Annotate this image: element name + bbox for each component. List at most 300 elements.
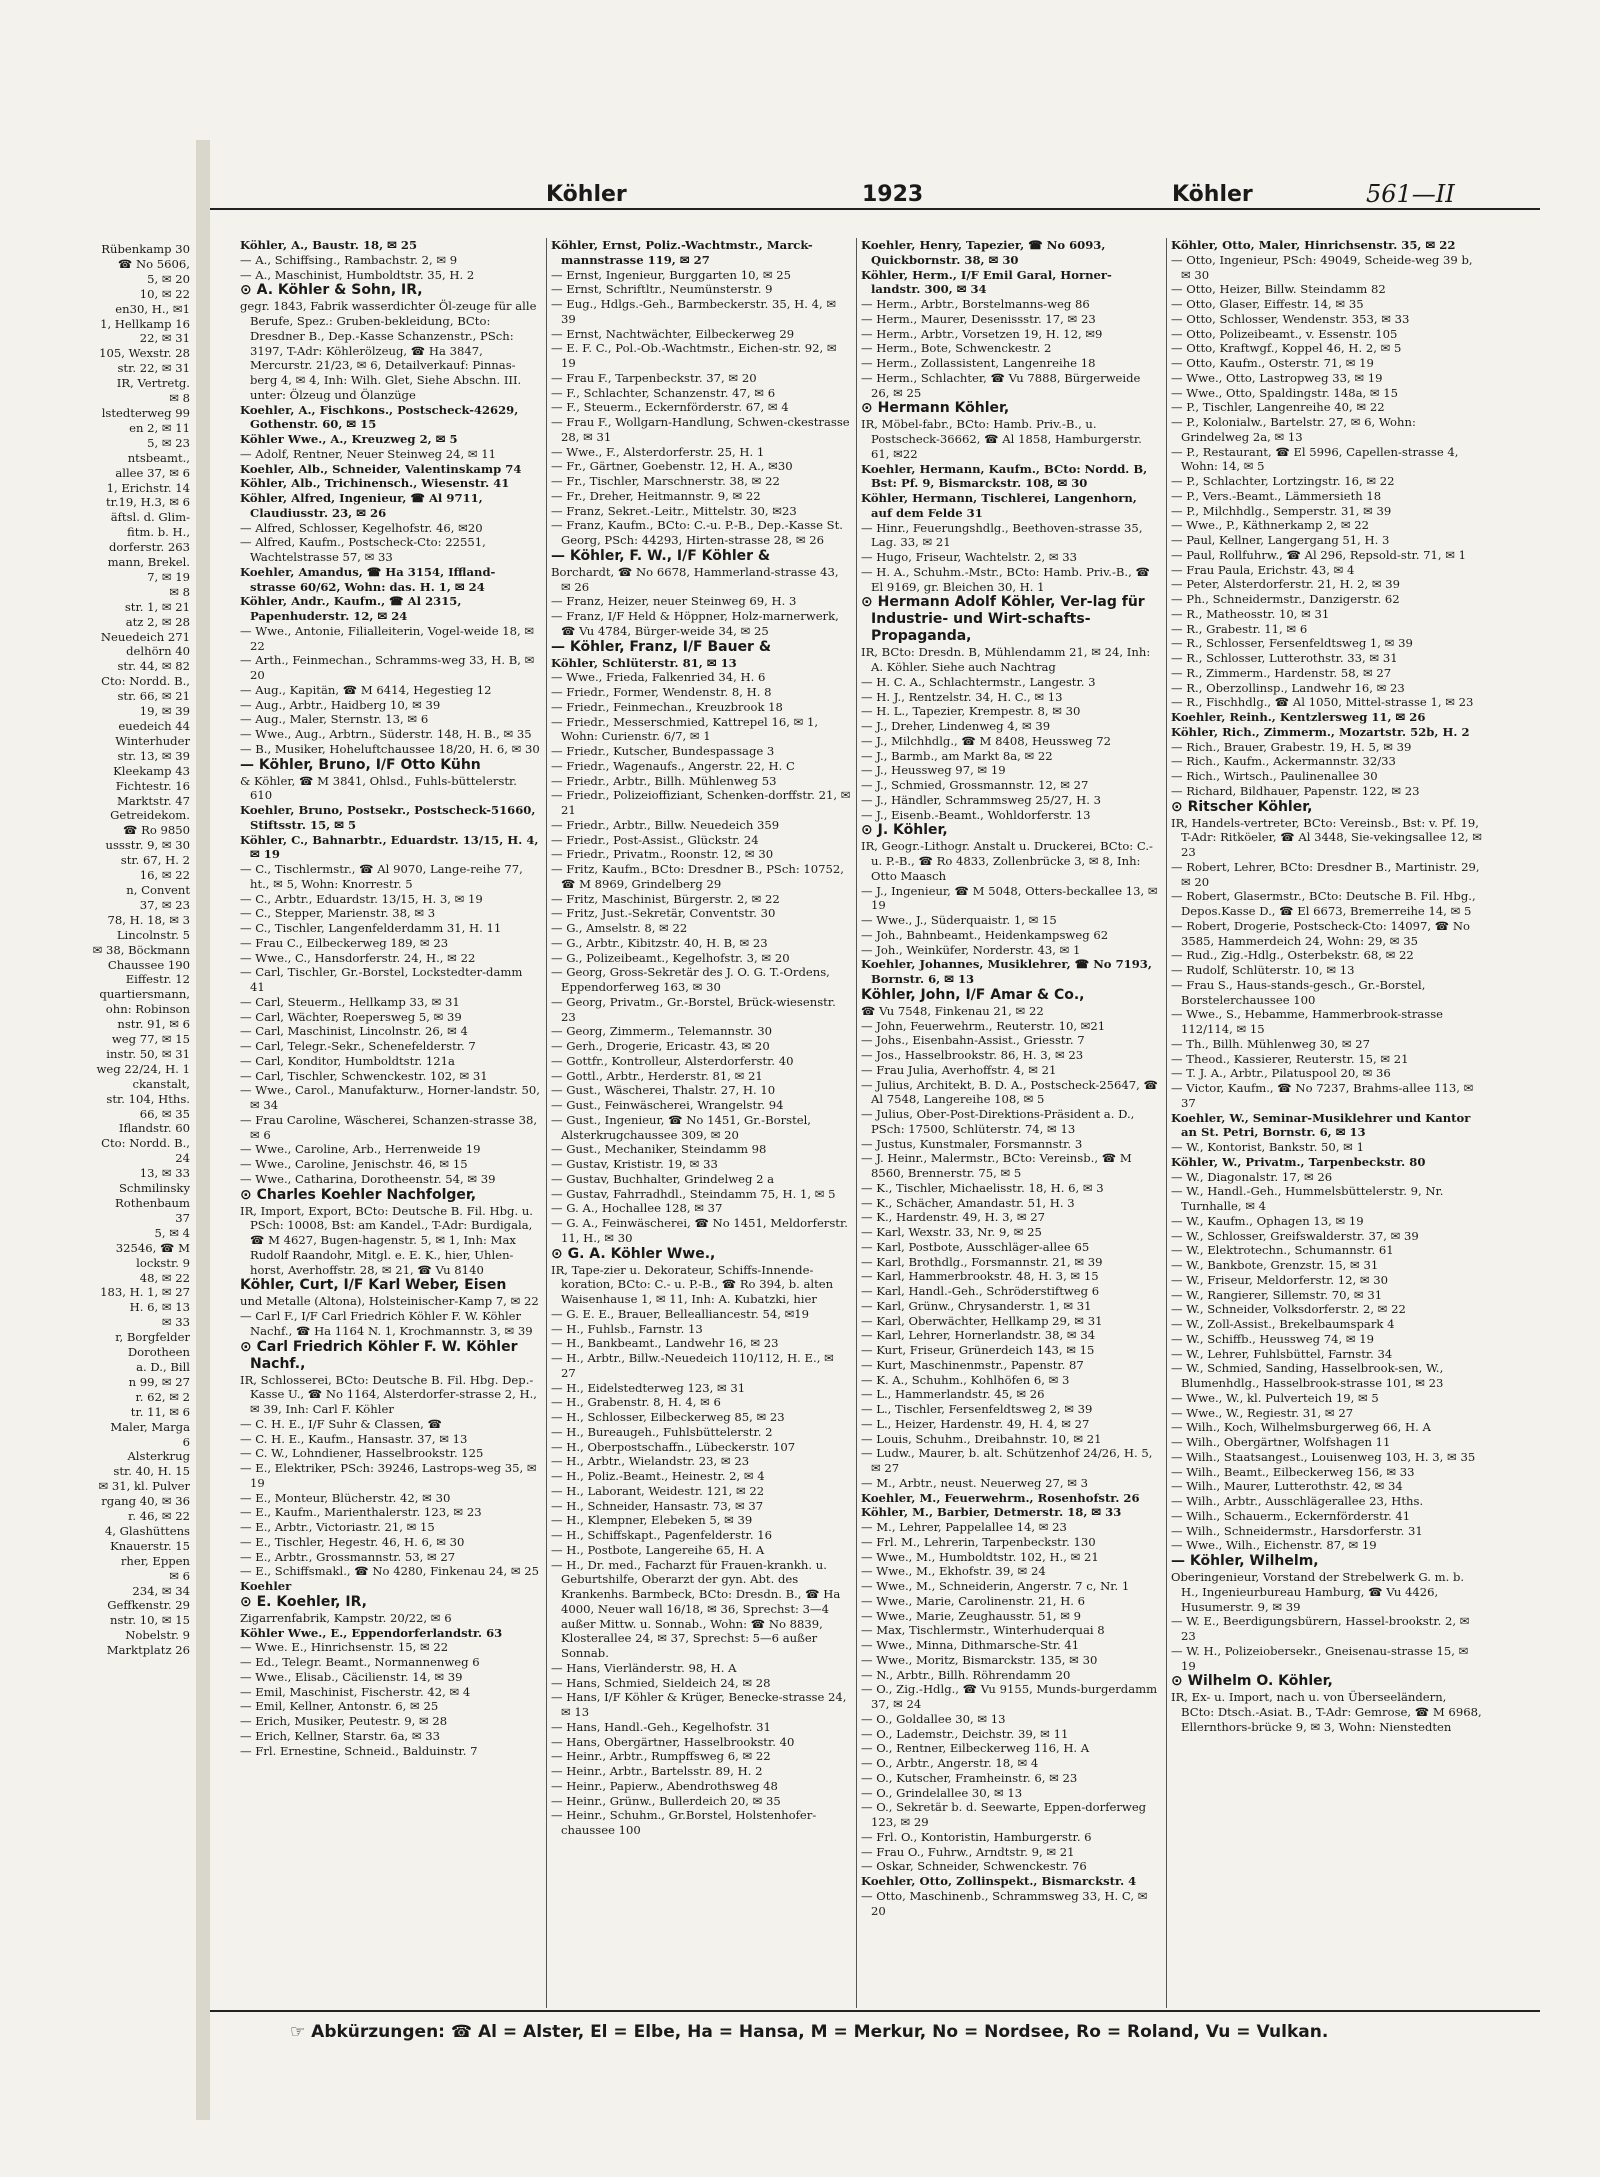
directory-entry: — Friedr., Wagenaufs., Angerstr. 22, H. C xyxy=(551,758,795,773)
directory-entry: — Erich, Musiker, Peutestr. 9, ✉ 28 xyxy=(240,1714,448,1728)
directory-entry: — H., Fuhlsb., Farnstr. 13 xyxy=(551,1321,703,1336)
directory-entry: — E. F. C., Pol.-Ob.-Wachtmstr., Eichen-str. 92, ✉ 19 xyxy=(551,341,837,370)
directory-entry: — H., Dr. med., Facharzt für Frauen-krankh. u. Geburtshilfe, Oberarzt der gyn. Abt. des Krankenhs. Barmbeck, BCto: Dresdn. B., ☎ Ha 4000, Neuer wall 16/18, ✉ 36, Sprechst: 3—4 außer Mittw. u. Sonnab., Wohn: ☎ No 8839, Klosterallee 24, ✉ 37, Sprechst: 5—6 außer Sonnab. xyxy=(551,1557,841,1660)
directory-entry: — Julius, Architekt, B. D. A., Postscheck-25647, ☎ Al 7548, Langereihe 108, ✉ 5 xyxy=(861,1077,1158,1107)
directory-entry: & Köhler, ☎ M 3841, Ohlsd., Fuhls-büttelerstr. 610 xyxy=(240,773,517,803)
firm-heading: Köhler, Curt, I/F Karl Weber, Eisen xyxy=(240,1277,507,1294)
directory-entry: — Frau S., Haus-stands-gesch., Gr.-Borstel, Borstelerchaussee 100 xyxy=(1171,977,1426,1007)
directory-entry: — Carl, Tischler, Gr.-Borstel, Lockstedter-damm 41 xyxy=(240,965,523,994)
directory-entry: — M., Arbtr., neust. Neuerweg 27, ✉ 3 xyxy=(861,1475,1088,1490)
directory-entry: — N., Arbtr., Billh. Röhrendamm 20 xyxy=(861,1667,1071,1682)
directory-entry: — Alfred, Schlosser, Kegelhofstr. 46, ✉20 xyxy=(240,520,483,535)
directory-entry: — Georg, Privatm., Gr.-Borstel, Brück-wiesenstr. 23 xyxy=(551,994,836,1024)
directory-entry: — W., Schlosser, Greifswalderstr. 37, ✉ 39 xyxy=(1171,1228,1419,1243)
directory-entry: Köhler, Schlüterstr. 81, ✉ 13 xyxy=(551,655,737,670)
firm-heading: ⊙ G. A. Köhler Wwe., xyxy=(551,1245,716,1262)
left-page-line: n 99, ✉ 27 xyxy=(128,1374,190,1389)
directory-entry: — Hans, Handl.-Geh., Kegelhofstr. 31 xyxy=(551,1719,771,1734)
directory-entry: — Ph., Schneidermstr., Danzigerstr. 62 xyxy=(1171,592,1400,606)
directory-entry: — E., Arbtr., Victoriastr. 21, ✉ 15 xyxy=(240,1520,435,1534)
directory-entry: Köhler, Ernst, Poliz.-Wachtmstr., Marck-mannstrasse 119, ✉ 27 xyxy=(551,238,813,267)
directory-entry: — C. H. E., Kaufm., Hansastr. 37, ✉ 13 xyxy=(240,1431,468,1446)
directory-entry: — F., Steuerm., Eckernförderstr. 67, ✉ 4 xyxy=(551,400,789,415)
directory-entry: — Karl, Hammerbrookstr. 48, H. 3, ✉ 15 xyxy=(861,1269,1099,1284)
directory-entry: Köhler, Herm., I/F Emil Garal, Horner-landstr. 300, ✉ 34 xyxy=(861,267,1112,297)
directory-entry: — Paul, Kellner, Langergang 51, H. 3 xyxy=(1171,533,1390,547)
directory-entry: — Wwe., J., Süderquaistr. 1, ✉ 15 xyxy=(861,913,1057,927)
directory-entry: — W. H., Polizeiobersekr., Gneisenau-strasse 15, ✉ 19 xyxy=(1171,1643,1469,1673)
directory-entry: — Georg, Gross-Sekretär des J. O. G. T.-Ordens, Eppendorferweg 163, ✉ 30 xyxy=(551,965,830,994)
directory-entry: — C. H. E., I/F Suhr & Classen, ☎ xyxy=(240,1416,442,1431)
directory-entry: — Carl, Telegr.-Sekr., Schenefelderstr. 7 xyxy=(240,1039,476,1053)
directory-entry: — E., Elektriker, PSch: 39246, Lastrops-weg 35, ✉ 19 xyxy=(240,1461,537,1490)
directory-entry: — Frau Paula, Erichstr. 43, ✉ 4 xyxy=(1171,562,1355,577)
directory-entry: — W., Diagonalstr. 17, ✉ 26 xyxy=(1171,1169,1333,1184)
directory-entry: — Friedr., Privatm., Roonstr. 12, ✉ 30 xyxy=(551,847,774,862)
directory-entry: — Friedr., Post-Assist., Glückstr. 24 xyxy=(551,832,759,847)
directory-entry: — Otto, Polizeibeamt., v. Essenstr. 105 xyxy=(1171,326,1398,341)
directory-entry: — Wwe., Wilh., Eichenstr. 87, ✉ 19 xyxy=(1171,1538,1377,1553)
directory-entry: — Wilh., Koch, Wilhelmsburgerweg 66, H. A xyxy=(1171,1420,1431,1435)
left-page-line: 4, Glashüttens xyxy=(104,1523,190,1538)
directory-entry: — Ludw., Maurer, b. alt. Schützenhof 24/26, H. 5, ✉ 27 xyxy=(861,1446,1153,1475)
left-page-line: Alsterkrug xyxy=(127,1449,190,1464)
left-page-line: 48, ✉ 22 xyxy=(139,1270,190,1285)
directory-entry: — Gottfr., Kontrolleur, Alsterdorferstr. 40 xyxy=(551,1053,794,1068)
left-page-line: Lincolnstr. 5 xyxy=(116,927,190,942)
directory-entry: — W., Friseur, Meldorferstr. 12, ✉ 30 xyxy=(1171,1272,1389,1287)
directory-entry: — Wilh., Maurer, Lutterothstr. 42, ✉ 34 xyxy=(1171,1479,1403,1494)
directory-entry: — Adolf, Rentner, Neuer Steinweg 24, ✉ 11 xyxy=(240,446,497,461)
directory-entry: — Karl, Handl.-Geh., Schröderstiftweg 6 xyxy=(861,1284,1100,1298)
left-page-column xyxy=(0,242,190,2012)
directory-entry: — T. J. A., Arbtr., Pilatuspool 20, ✉ 36 xyxy=(1171,1066,1391,1081)
directory-entry: — R., Schlosser, Lutterothstr. 33, ✉ 31 xyxy=(1171,651,1398,665)
directory-entry: — Otto, Ingenieur, PSch: 49049, Scheide-weg 39 b, ✉ 30 xyxy=(1171,252,1473,282)
directory-entry: — Aug., Maler, Sternstr. 13, ✉ 6 xyxy=(240,712,429,727)
directory-entry: — R., Fischhdlg., ☎ Al 1050, Mittel-strasse 1, ✉ 23 xyxy=(1171,695,1474,710)
directory-entry: Koehler, A., Fischkons., Postscheck-42629, Gothenstr. 60, ✉ 15 xyxy=(240,402,519,432)
directory-entry: — Gottl., Arbtr., Herderstr. 81, ✉ 21 xyxy=(551,1068,763,1083)
left-page-line: ☎ Ro 9850 xyxy=(122,823,190,838)
directory-entry: IR, Import, Export, BCto: Deutsche B. Fil. Hbg. u. PSch: 10008, Bst: am Kandel., T-Adr: Burdigala, ☎ M 4627, Bugen-hagenstr. 5, ✉ 1, Inh: Max Rudolf Raandohr, Mitgl. e. E. K., hier, Uhlen-horst, Averhoffstr. 28, ✉ 21, ☎ Vu 8140 xyxy=(240,1203,533,1277)
directory-entry: — Georg, Zimmerm., Telemannstr. 30 xyxy=(551,1024,773,1039)
directory-entry: IR, Möbel-fabr., BCto: Hamb. Priv.-B., u. Postscheck-36662, ☎ Al 1858, Hamburgerstr. 61, ✉22 xyxy=(861,417,1142,461)
directory-entry: — Wwe., Otto, Spaldingstr. 148a, ✉ 15 xyxy=(1171,385,1399,400)
firm-heading: ⊙ E. Koehler, IR, xyxy=(240,1593,367,1610)
directory-entry: — Gustav, Krististr. 19, ✉ 33 xyxy=(551,1157,718,1171)
directory-entry: Köhler, Hermann, Tischlerei, Langenhorn, auf dem Felde 31 xyxy=(861,491,1137,520)
left-page-line: rher, Eppen xyxy=(120,1553,190,1568)
left-page-line: äftsl. d. Glim- xyxy=(110,510,190,525)
left-page-line: dorferstr. 263 xyxy=(108,540,190,555)
directory-entry: — Wwe., Otto, Lastropweg 33, ✉ 19 xyxy=(1171,370,1383,385)
directory-entry: Koehler, Amandus, ☎ Ha 3154, Iffland-strasse 60/62, Wohn: das. H. 1, ✉ 24 xyxy=(240,564,496,594)
column-2 xyxy=(546,238,851,2008)
directory-entry: — Justus, Kunstmaler, Forsmannstr. 3 xyxy=(861,1136,1083,1151)
left-page-line: ohn: Robinson xyxy=(105,1002,190,1017)
directory-entry: — Gerh., Drogerie, Ericastr. 43, ✉ 20 xyxy=(551,1039,770,1053)
directory-entry: — Wwe., Elisab., Cäcilienstr. 14, ✉ 39 xyxy=(240,1669,463,1684)
directory-entry: — Wilh., Beamt., Eilbeckerweg 156, ✉ 33 xyxy=(1171,1464,1415,1479)
directory-entry: — John, Feuerwehrm., Reuterstr. 10, ✉21 xyxy=(861,1018,1106,1033)
directory-entry: — Frau Caroline, Wäscherei, Schanzen-strasse 38, ✉ 6 xyxy=(240,1112,538,1142)
directory-entry: — Robert, Lehrer, BCto: Dresdner B., Martinistr. 29, ✉ 20 xyxy=(1171,859,1480,889)
header-left-keyword: Köhler xyxy=(546,182,627,207)
directory-entry: — Wwe., C., Hansdorferstr. 24, H., ✉ 22 xyxy=(240,950,476,965)
directory-columns xyxy=(210,238,1540,2008)
directory-entry: — W., Lehrer, Fuhlsbüttel, Farnstr. 34 xyxy=(1171,1346,1393,1361)
directory-entry: — Heinr., Grünw., Bullerdeich 20, ✉ 35 xyxy=(551,1793,781,1808)
directory-entry: — J., Schmied, Grossmannstr. 12, ✉ 27 xyxy=(861,778,1089,792)
directory-entry: — H., Postbote, Langereihe 65, H. A xyxy=(551,1542,765,1557)
left-page-line: str. 67, H. 2 xyxy=(120,853,190,868)
directory-entry: — Otto, Schlosser, Wendenstr. 353, ✉ 33 xyxy=(1171,311,1410,326)
firm-heading: — Köhler, Bruno, I/F Otto Kühn xyxy=(240,756,481,773)
directory-entry: — A., Maschinist, Humboldtstr. 35, H. 2 xyxy=(240,267,475,282)
directory-entry: — Rich., Kaufm., Ackermannstr. 32/33 xyxy=(1171,754,1396,769)
directory-entry: — Eug., Hdlgs.-Geh., Barmbeckerstr. 35, H. 4, ✉ 39 xyxy=(551,297,837,326)
directory-entry: — Rud., Zig.-Hdlg., Osterbekstr. 68, ✉ 22 xyxy=(1171,948,1414,963)
directory-entry: — Oskar, Schneider, Schwenckestr. 76 xyxy=(861,1859,1087,1874)
left-page-line: r, Borgfelder xyxy=(115,1330,190,1345)
left-page-line: Fichtestr. 16 xyxy=(115,778,190,793)
firm-heading: Köhler, John, I/F Amar & Co., xyxy=(861,986,1085,1003)
directory-entry: — Wwe., P., Käthnerkamp 2, ✉ 22 xyxy=(1171,518,1370,533)
directory-entry: — H., Poliz.-Beamt., Heinestr. 2, ✉ 4 xyxy=(551,1469,765,1483)
left-page-line: Chaussee 190 xyxy=(107,957,190,972)
firm-heading: ⊙ Wilhelm O. Köhler, xyxy=(1171,1673,1333,1690)
directory-entry: — B., Musiker, Hoheluftchaussee 18/20, H. 6, ✉ 30 xyxy=(240,741,540,756)
left-page-line: Iflandstr. 60 xyxy=(118,1121,190,1136)
left-page-line: 5, ✉ 23 xyxy=(147,435,190,450)
left-page-line: 16, ✉ 22 xyxy=(139,868,190,883)
directory-entry: Köhler Wwe., E., Eppendorferlandstr. 63 xyxy=(240,1625,503,1640)
left-page-line: ✉ 8 xyxy=(169,391,190,406)
directory-entry: — L., Hammerlandstr. 45, ✉ 26 xyxy=(861,1387,1045,1402)
directory-entry: — Friedr., Former, Wendenstr. 8, H. 8 xyxy=(551,685,772,699)
directory-entry: IR, Geogr.-Lithogr. Anstalt u. Druckerei, BCto: C.-u. P.-B., ☎ Ro 4833, Zollenbrücke 3, ✉ 8, Inh: Otto Maasch xyxy=(861,839,1153,883)
directory-entry: — Aug., Arbtr., Haidberg 10, ✉ 39 xyxy=(240,697,441,712)
directory-entry: — Joh., Weinküfer, Norderstr. 43, ✉ 1 xyxy=(861,942,1081,957)
left-page-line: ussstr. 9, ✉ 30 xyxy=(105,838,190,853)
directory-entry: — Wwe., Caroline, Arb., Herrenweide 19 xyxy=(240,1142,481,1157)
directory-entry: und Metalle (Altona), Holsteinischer-Kamp 7, ✉ 22 xyxy=(240,1294,539,1309)
directory-entry: — Friedr., Messerschmied, Kattrepel 16, ✉ 1, Wohn: Curienstr. 6/7, ✉ 1 xyxy=(551,714,819,744)
directory-entry: — Friedr., Feinmechan., Kreuzbrook 18 xyxy=(551,699,783,714)
directory-entry: — Wwe., Catharina, Dorotheenstr. 54, ✉ 39 xyxy=(240,1171,496,1186)
directory-page xyxy=(210,150,1540,2110)
directory-entry: — Frl. M., Lehrerin, Tarpenbeckstr. 130 xyxy=(861,1534,1096,1549)
left-page-line: ✉ 31, kl. Pulver xyxy=(98,1479,190,1494)
directory-entry: Koehler, Hermann, Kaufm., BCto: Nordd. B, Bst: Pf. 9, Bismarckstr. 108, ✉ 30 xyxy=(861,461,1148,491)
left-page-line: Winterhuder xyxy=(115,733,190,748)
directory-entry: — O., Lademstr., Deichstr. 39, ✉ 11 xyxy=(861,1726,1069,1741)
directory-entry: — Theod., Kassierer, Reuterstr. 15, ✉ 21 xyxy=(1171,1051,1409,1066)
directory-entry: — Franz, Sekret.-Leitr., Mittelstr. 30, ✉23 xyxy=(551,503,797,518)
left-page-line: atz 2, ✉ 28 xyxy=(125,614,190,629)
left-page-line: str. 40, H. 15 xyxy=(113,1464,190,1479)
directory-entry: — Herm., Bote, Schwenckestr. 2 xyxy=(861,341,1052,356)
left-page-line: ntsbeamt., xyxy=(127,450,190,465)
directory-entry: — Karl, Grünw., Chrysanderstr. 1, ✉ 31 xyxy=(861,1298,1092,1313)
directory-entry: — Hinr., Feuerungshdlg., Beethoven-strasse 35, Lag. 33, ✉ 21 xyxy=(861,520,1143,550)
directory-entry: — J., Ingenieur, ☎ M 5048, Otters-beckallee 13, ✉ 19 xyxy=(861,883,1158,913)
header-right-keyword: Köhler xyxy=(1172,182,1253,207)
left-page-line: nstr. 10, ✉ 15 xyxy=(110,1613,190,1628)
directory-entry: — Victor, Kaufm., ☎ No 7237, Brahms-allee 113, ✉ 37 xyxy=(1171,1081,1474,1110)
directory-entry: — Otto, Maschinenb., Schrammsweg 33, H. C, ✉ 20 xyxy=(861,1888,1148,1918)
directory-entry: — J., Milchhdlg., ☎ M 8408, Heussweg 72 xyxy=(861,733,1111,748)
directory-entry: — Wilh., Schauerm., Eckernförderstr. 41 xyxy=(1171,1508,1411,1523)
book-gutter xyxy=(196,140,210,2120)
left-page-line: str. 1, ✉ 21 xyxy=(124,599,190,614)
directory-entry: — J., Händler, Schrammsweg 25/27, H. 3 xyxy=(861,792,1102,807)
directory-entry: — Fritz, Maschinist, Bürgerstr. 2, ✉ 22 xyxy=(551,891,780,906)
directory-entry: — Wwe., Caroline, Jenischstr. 46, ✉ 15 xyxy=(240,1157,468,1171)
left-page-line: quartiersmann, xyxy=(99,987,190,1002)
left-page-line: r. 46, ✉ 22 xyxy=(128,1509,190,1524)
directory-entry: — G., Polizeibeamt., Kegelhofstr. 3, ✉ 20 xyxy=(551,950,790,965)
header-year: 1923 xyxy=(862,182,924,207)
directory-entry: — P., Restaurant, ☎ El 5996, Capellen-strasse 4, Wohn: 14, ✉ 5 xyxy=(1171,444,1459,474)
left-page-line: tr. 11, ✉ 6 xyxy=(130,1404,190,1419)
directory-entry: gegr. 1843, Fabrik wasserdichter Öl-zeuge für alle Berufe, Spez.: Gruben-bekleidung, BCto: Dresdner B., Dep.-Kasse Schanzenstr., PSch: 3197, T-Adr: Köhlerölzeug, ☎ Ha 3847, Mercurstr. 21/23, ✉ 6, Detailverkauf: Pinnas-berg 4, ✉ 4, Inh: Wilh. Glet, Siehe Abschn. III. unter: Ölzeug und Ölanzüge xyxy=(240,299,537,402)
left-page-line: Knauerstr. 15 xyxy=(110,1538,190,1553)
directory-entry: — Wwe., Moritz, Bismarckstr. 135, ✉ 30 xyxy=(861,1652,1098,1667)
directory-entry: — Gustav, Buchhalter, Grindelweg 2 a xyxy=(551,1171,775,1186)
directory-entry: — Hans, I/F Köhler & Krüger, Benecke-strasse 24, ✉ 13 xyxy=(551,1690,847,1719)
directory-entry: — Wwe., F., Alsterdorferstr. 25, H. 1 xyxy=(551,444,765,459)
directory-entry: — Arth., Feinmechan., Schramms-weg 33, H. B, ✉ 20 xyxy=(240,653,535,682)
directory-entry: — Gust., Wäscherei, Thalstr. 27, H. 10 xyxy=(551,1083,776,1098)
left-page-line: Rothenbaum xyxy=(115,1196,190,1210)
directory-entry: — Ed., Telegr. Beamt., Normannenweg 6 xyxy=(240,1655,480,1669)
directory-entry: — Fr., Tischler, Marschnerstr. 38, ✉ 22 xyxy=(551,474,780,488)
left-page-line: ✉ 6 xyxy=(169,1568,190,1583)
directory-entry: — G., Amselstr. 8, ✉ 22 xyxy=(551,921,688,935)
directory-entry: ☎ Vu 7548, Finkenau 21, ✉ 22 xyxy=(861,1003,1044,1018)
directory-entry: — Friedr., Arbtr., Billw. Neuedeich 359 xyxy=(551,817,780,832)
left-page-line: str. 22, ✉ 31 xyxy=(117,361,190,376)
directory-entry: — Wwe. E., Hinrichsenstr. 15, ✉ 22 xyxy=(240,1640,449,1655)
left-page-line: Cto: Nordd. B., xyxy=(101,674,190,689)
directory-entry: — C. W., Lohndiener, Hasselbrookstr. 125 xyxy=(240,1446,484,1461)
column-4 xyxy=(1166,238,1483,2008)
directory-entry: — O., Rentner, Eilbeckerweg 116, H. A xyxy=(861,1741,1090,1756)
directory-entry: — G. A., Hochallee 128, ✉ 37 xyxy=(551,1201,723,1216)
left-page-line: Marktplatz 26 xyxy=(106,1643,190,1658)
directory-entry: — E., Arbtr., Grossmannstr. 53, ✉ 27 xyxy=(240,1549,456,1564)
directory-entry: — Peter, Alsterdorferstr. 21, H. 2, ✉ 39 xyxy=(1171,577,1401,592)
left-page-line: 6 xyxy=(182,1434,190,1449)
directory-entry: — Karl, Wexstr. 33, Nr. 9, ✉ 25 xyxy=(861,1225,1042,1239)
directory-entry: — Otto, Heizer, Billw. Steindamm 82 xyxy=(1171,282,1386,297)
directory-entry: — H. J., Rentzelstr. 34, H. C., ✉ 13 xyxy=(861,689,1063,704)
directory-entry: — Karl, Oberwächter, Hellkamp 29, ✉ 31 xyxy=(861,1313,1103,1328)
directory-entry: — Herm., Zollassistent, Langenreihe 18 xyxy=(861,356,1096,370)
directory-entry: — Carl F., I/F Carl Friedrich Köhler F. W. Köhler Nachf., ☎ Ha 1164 N. 1, Krochmannstr. 3, ✉ 39 xyxy=(240,1309,533,1338)
directory-entry: — Frau F., Tarpenbeckstr. 37, ✉ 20 xyxy=(551,370,757,385)
directory-entry: Borchardt, ☎ No 6678, Hammerland-strasse 43, ✉ 26 xyxy=(551,564,839,594)
directory-entry: — Robert, Glasermstr., BCto: Deutsche B. Fil. Hbg., Depos.Kasse D., ☎ El 6673, Bremerreihe 14, ✉ 5 xyxy=(1171,889,1476,918)
directory-entry: — Paul, Rollfuhrw., ☎ Al 296, Repsold-str. 71, ✉ 1 xyxy=(1171,547,1467,562)
directory-entry: — Emil, Kellner, Antonstr. 6, ✉ 25 xyxy=(240,1699,439,1714)
directory-entry: — M., Lehrer, Pappelallee 14, ✉ 23 xyxy=(861,1520,1067,1534)
directory-entry: — Franz, Kaufm., BCto: C.-u. P.-B., Dep.-Kasse St. Georg, PSch: 44293, Hirten-strasse 28, ✉ 26 xyxy=(551,518,843,547)
directory-entry: IR, Tape-zier u. Dekorateur, Schiffs-Innende-koration, BCto: C.- u. P.-B., ☎ Ro 394, b. alten Waisenhause 1, ✉ 11, Inh: A. Kubatzki, hier xyxy=(551,1262,834,1306)
directory-entry: — Fritz, Just.-Sekretär, Conventstr. 30 xyxy=(551,906,776,921)
firm-heading: ⊙ Charles Koehler Nachfolger, xyxy=(240,1186,477,1203)
left-page-line: Maler, Marga xyxy=(110,1419,190,1434)
left-page-line: n, Convent xyxy=(126,882,190,897)
left-page-line: Dorotheen xyxy=(127,1345,190,1360)
directory-entry: — Alfred, Kaufm., Postscheck-Cto: 22551, Wachtelstrasse 57, ✉ 33 xyxy=(240,535,486,564)
directory-entry: Köhler, Alb., Trichinensch., Wiesenstr. 41 xyxy=(240,476,510,491)
directory-entry: — Carl, Maschinist, Lincolnstr. 26, ✉ 4 xyxy=(240,1024,468,1039)
left-page-line: nstr. 91, ✉ 6 xyxy=(117,1017,190,1032)
left-page-line: 5, ✉ 4 xyxy=(154,1225,190,1240)
directory-entry: — Wwe., Antonie, Filialleiterin, Vogel-weide 18, ✉ 22 xyxy=(240,623,535,653)
directory-entry: — R., Oberzollinsp., Landwehr 16, ✉ 23 xyxy=(1171,680,1405,695)
directory-entry: — C., Arbtr., Eduardstr. 13/15, H. 3, ✉ 19 xyxy=(240,891,483,906)
directory-entry: — Ernst, Ingenieur, Burggarten 10, ✉ 25 xyxy=(551,267,791,282)
directory-entry: Koehler, Henry, Tapezier, ☎ No 6093, Quickbornstr. 38, ✉ 30 xyxy=(861,238,1106,267)
left-page-line: 7, ✉ 19 xyxy=(147,569,190,584)
firm-heading: — Köhler, Wilhelm, xyxy=(1171,1553,1319,1569)
directory-entry: — H., Schlosser, Eilbeckerweg 85, ✉ 23 xyxy=(551,1410,785,1424)
left-page-line: mann, Brekel. xyxy=(107,555,190,570)
directory-entry: Koehler, Bruno, Postsekr., Postscheck-51660, Stiftsstr. 15, ✉ 5 xyxy=(240,803,536,832)
left-page-line: 13, ✉ 33 xyxy=(139,1166,190,1181)
directory-entry: — Herm., Arbtr., Vorsetzen 19, H. 12, ✉9 xyxy=(861,326,1103,341)
directory-entry: — Wilh., Staatsangest., Louisenweg 103, H. 3, ✉ 35 xyxy=(1171,1449,1476,1464)
directory-entry: — Hans, Vierländerstr. 98, H. A xyxy=(551,1660,737,1675)
left-page-line: str. 66, ✉ 21 xyxy=(117,689,190,704)
left-page-line: lockstr. 9 xyxy=(136,1255,190,1270)
directory-entry: — W., Kontorist, Bankstr. 50, ✉ 1 xyxy=(1171,1140,1364,1154)
directory-entry: — P., Tischler, Langenreihe 40, ✉ 22 xyxy=(1171,400,1385,415)
left-page-line: Marktstr. 47 xyxy=(116,793,190,808)
directory-entry: Koehler, Reinh., Kentzlersweg 11, ✉ 26 xyxy=(1171,710,1426,724)
directory-entry: — H., Klempner, Elebeken 5, ✉ 39 xyxy=(551,1513,753,1528)
firm-heading: ⊙ Carl Friedrich Köhler F. W. Köhler Nachf., xyxy=(240,1338,518,1372)
directory-entry: — R., Schlosser, Fersenfeldtsweg 1, ✉ 39 xyxy=(1171,636,1413,651)
firm-heading: — Köhler, Franz, I/F Bauer & xyxy=(551,638,772,655)
directory-entry: — Hans, Obergärtner, Hasselbrookstr. 40 xyxy=(551,1734,795,1749)
left-page-line: 1, Hellkamp 16 xyxy=(100,316,190,331)
directory-entry: — Frau C., Eilbeckerweg 189, ✉ 23 xyxy=(240,935,449,950)
left-page-line: Cto: Nordd. B., xyxy=(101,1136,190,1151)
left-page-line: Eiffestr. 12 xyxy=(125,972,190,987)
directory-entry: — O., Arbtr., Angerstr. 18, ✉ 4 xyxy=(861,1756,1039,1770)
left-page-line: Kleekamp 43 xyxy=(113,763,190,778)
directory-entry: — Erich, Kellner, Starstr. 6a, ✉ 33 xyxy=(240,1728,441,1743)
left-page-line: Getreidekom. xyxy=(110,808,190,823)
directory-entry: — J., Dreher, Lindenweg 4, ✉ 39 xyxy=(861,719,1051,733)
directory-entry: IR, BCto: Dresdn. B, Mühlendamm 21, ✉ 24, Inh: A. Köhler. Siehe auch Nachtrag xyxy=(861,645,1151,674)
directory-entry: — G., Arbtr., Kibitzstr. 40, H. B, ✉ 23 xyxy=(551,935,768,950)
left-page-line: 32546, ☎ M xyxy=(115,1240,190,1255)
directory-entry: — Julius, Ober-Post-Direktions-Präsident a. D., PSch: 17500, Schlüterstr. 74, ✉ 13 xyxy=(861,1107,1135,1136)
directory-entry: — H., Arbtr., Wielandstr. 23, ✉ 23 xyxy=(551,1454,750,1469)
directory-entry: — Gust., Mechaniker, Steindamm 98 xyxy=(551,1142,767,1157)
firm-heading: ⊙ Hermann Adolf Köhler, Ver-lag für Industrie- und Wirt-schafts-Propaganda, xyxy=(861,594,1145,645)
directory-entry: Köhler, Rich., Zimmerm., Mozartstr. 52b, H. 2 xyxy=(1171,724,1470,739)
directory-entry: Zigarrenfabrik, Kampstr. 20/22, ✉ 6 xyxy=(240,1610,452,1625)
directory-entry: — Kurt, Friseur, Grünerdeich 143, ✉ 15 xyxy=(861,1343,1095,1357)
directory-entry: — K. A., Schuhm., Kohlhöfen 6, ✉ 3 xyxy=(861,1372,1070,1387)
directory-entry: Köhler Wwe., A., Kreuzweg 2, ✉ 5 xyxy=(240,432,458,446)
directory-entry: — Wilh., Schneidermstr., Harsdorferstr. 31 xyxy=(1171,1523,1423,1538)
directory-entry: — W. E., Beerdigungsbürern, Hassel-brookstr. 2, ✉ 23 xyxy=(1171,1614,1470,1643)
directory-entry: — H., Schiffskapt., Pagenfelderstr. 16 xyxy=(551,1528,772,1542)
directory-entry: — L., Heizer, Hardenstr. 49, H. 4, ✉ 27 xyxy=(861,1416,1090,1431)
directory-entry: — Franz, Heizer, neuer Steinweg 69, H. 3 xyxy=(551,594,797,609)
directory-entry: — K., Schächer, Amandastr. 51, H. 3 xyxy=(861,1195,1075,1210)
directory-entry: IR, Schlosserei, BCto: Deutsche B. Fil. Hbg. Dep.-Kasse U., ☎ No 1164, Alsterdorfer-strasse 2, H., ✉ 39, Inh: Carl F. Köhler xyxy=(240,1372,537,1416)
left-page-line: weg 77, ✉ 15 xyxy=(111,1032,190,1047)
directory-entry: — Gust., Feinwäscherei, Wrangelstr. 94 xyxy=(551,1098,784,1112)
left-page-line: weg 22/24, H. 1 xyxy=(96,1061,190,1076)
firm-heading: ⊙ A. Köhler & Sohn, IR, xyxy=(240,282,423,299)
directory-entry: IR, Handels-vertreter, BCto: Vereinsb., Bst: v. Pf. 19, T-Adr: Ritköeler, ☎ Al 3448, Sie-vekingsallee 12, ✉ 23 xyxy=(1171,815,1483,859)
directory-entry: — Wwe., Marie, Carolinenstr. 21, H. 6 xyxy=(861,1593,1086,1608)
directory-entry: — H., Grabenstr. 8, H. 4, ✉ 6 xyxy=(551,1395,721,1410)
directory-entry: — E., Monteur, Blücherstr. 42, ✉ 30 xyxy=(240,1490,451,1505)
directory-entry: — J., Barmb., am Markt 8a, ✉ 22 xyxy=(861,748,1053,763)
left-page-line: allee 37, ✉ 6 xyxy=(115,465,190,480)
directory-entry: — Gustav, Fahrradhdl., Steindamm 75, H. 1, ✉ 5 xyxy=(551,1186,836,1201)
directory-entry: — W., Schiffb., Heussweg 74, ✉ 19 xyxy=(1171,1331,1375,1346)
directory-entry: Koehler, Alb., Schneider, Valentinskamp 74 xyxy=(240,461,522,476)
directory-entry: Köhler, M., Barbier, Detmerstr. 18, ✉ 33 xyxy=(861,1505,1122,1520)
left-page-line: en 2, ✉ 11 xyxy=(129,420,190,435)
left-page-line: fitm. b. H., xyxy=(126,525,190,540)
directory-entry: — R., Matheosstr. 10, ✉ 31 xyxy=(1171,606,1330,621)
directory-entry: Köhler, Alfred, Ingenieur, ☎ Al 9711, Claudiusstr. 23, ✉ 26 xyxy=(240,491,483,520)
directory-entry: — Wilh., Arbtr., Ausschlägerallee 23, Hths. xyxy=(1171,1494,1424,1508)
directory-entry: — Wwe., M., Ekhofstr. 39, ✉ 24 xyxy=(861,1564,1046,1579)
directory-entry: — Th., Billh. Mühlenweg 30, ✉ 27 xyxy=(1171,1036,1371,1051)
left-page-line: ☎ No 5606, xyxy=(117,256,190,271)
directory-entry: — Rich., Brauer, Grabestr. 19, H. 5, ✉ 39 xyxy=(1171,739,1412,754)
left-page-line: str. 13, ✉ 39 xyxy=(117,748,190,763)
directory-entry: — Ernst, Nachtwächter, Eilbeckerweg 29 xyxy=(551,326,795,341)
left-page-line: Nobelstr. 9 xyxy=(125,1628,190,1643)
directory-entry: — Carl, Steuerm., Hellkamp 33, ✉ 31 xyxy=(240,994,460,1009)
directory-entry: — Carl, Konditor, Humboldtstr. 121a xyxy=(240,1053,455,1068)
directory-entry: — P., Kolonialw., Bartelstr. 27, ✉ 6, Wohn: Grindelweg 2a, ✉ 13 xyxy=(1171,415,1416,444)
directory-entry: — J., Heussweg 97, ✉ 19 xyxy=(861,763,1006,778)
directory-entry: — Herm., Maurer, Desenissstr. 17, ✉ 23 xyxy=(861,311,1096,326)
left-page-fragment xyxy=(0,170,199,2100)
directory-entry: — Franz, I/F Held & Höppner, Holz-marnerwerk, ☎ Vu 4784, Bürger-weide 34, ✉ 25 xyxy=(551,609,839,638)
directory-entry: — K., Hardenstr. 49, H. 3, ✉ 27 xyxy=(861,1210,1046,1225)
left-page-line: Schmilinsky xyxy=(118,1181,190,1196)
directory-entry: — O., Grindelallee 30, ✉ 13 xyxy=(861,1785,1023,1800)
directory-entry: — Friedr., Polizeioffiziant, Schenken-dorffstr. 21, ✉ 21 xyxy=(551,788,851,817)
directory-entry: — W., Elektrotechn., Schumannstr. 61 xyxy=(1171,1243,1394,1258)
directory-entry: Oberingenieur, Vorstand der Strebelwerk G. m. b. H., Ingenieurbureau Hamburg, ☎ Vu 4426, Husumerstr. 9, ✉ 39 xyxy=(1171,1570,1465,1614)
directory-entry: — Heinr., Arbtr., Rumpffsweg 6, ✉ 22 xyxy=(551,1749,771,1764)
directory-entry: — H., Bureaugeh., Fuhlsbüttelerstr. 2 xyxy=(551,1424,773,1439)
directory-entry: — Hans, Schmied, Sieldeich 24, ✉ 28 xyxy=(551,1675,771,1690)
directory-entry: Koehler, Otto, Zollinspekt., Bismarckstr. 4 xyxy=(861,1874,1137,1888)
directory-entry: Koehler, M., Feuerwehrm., Rosenhofstr. 26 xyxy=(861,1490,1140,1505)
left-page-line: en30, H., ✉1 xyxy=(115,301,190,316)
directory-entry: — O., Goldallee 30, ✉ 13 xyxy=(861,1711,1006,1726)
